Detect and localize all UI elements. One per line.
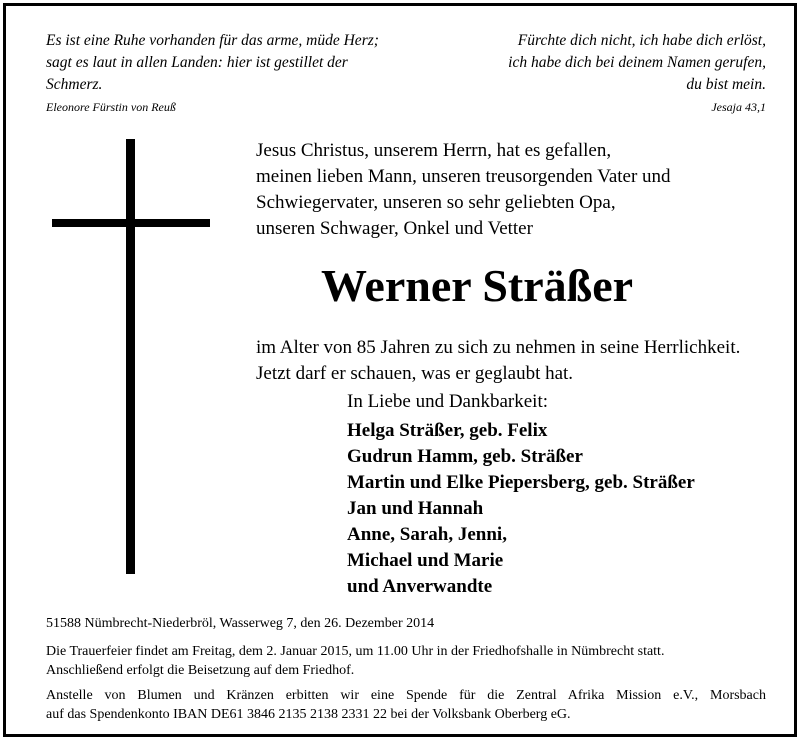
quote-right-line: du bist mein. [686,76,766,93]
quote-left-line: sagt es laut in allen Landen: hier ist gestillet der [46,54,348,71]
quote-right [406,30,766,96]
cross-vertical-beam [126,139,135,574]
quote-right-line: Fürchte dich nicht, ich habe dich erlöst, [517,32,766,49]
intro-line: Schwiegervater, unseren so sehr geliebten Opa, [256,192,616,213]
mourner: Jan und Hannah [347,498,484,519]
age-line: im Alter von 85 Jahren zu sich zu nehmen in seine Herrlichkeit. [256,337,741,358]
mourner: Anne, Sarah, Jenni, [347,524,507,545]
footer-place-date [46,614,766,633]
intro-text [256,138,671,242]
footer-service [46,642,766,680]
signoff: In Liebe und Dankbarkeit: [347,391,549,412]
service-line: Anschließend erfolgt die Beisetzung auf dem Friedhof. [46,663,355,678]
quote-left-attribution: Eleonore Fürstin von Reuß [46,100,176,114]
intro-line: unseren Schwager, Onkel und Vetter [256,218,533,239]
deceased-name: Werner Sträßer [320,260,634,311]
mourner: Martin und Elke Piepersberg, geb. Sträßer [347,472,695,493]
quote-right-line: ich habe dich bei deinem Namen gerufen, [508,54,766,71]
intro-line: meinen lieben Mann, unseren treusorgenden Vater und [256,166,671,187]
mourner: Helga Sträßer, geb. Felix [347,420,548,441]
mourner: Gudrun Hamm, geb. Sträßer [347,446,583,467]
mourner: Michael und Marie [347,550,504,571]
mourners-list [347,418,695,600]
age-line: Jetzt darf er schauen, was er geglaubt hat. [256,363,574,384]
donation-line: Anstelle von Blumen und Kränzen erbitten wir eine Spende für die Zentral Afrika Mission e.V., Morsbach [46,688,766,703]
obituary-notice [3,3,797,737]
mourner: und Anverwandte [347,576,493,597]
service-line: Die Trauerfeier findet am Freitag, dem 2. Januar 2015, um 11.00 Uhr in der Friedhofshalle in Nümbrecht statt. [46,644,665,659]
quote-left-line: Schmerz. [46,76,103,93]
quote-right-attribution: Jesaja 43,1 [711,100,766,114]
quote-left [46,30,446,96]
donation-line: auf das Spendenkonto IBAN DE61 3846 2135 2138 2331 22 bei der Volksbank Oberberg eG. [46,707,571,722]
quote-left-line: Es ist eine Ruhe vorhanden für das arme, müde Herz; [46,32,379,49]
intro-line: Jesus Christus, unserem Herrn, hat es gefallen, [256,140,612,161]
place-date-line: 51588 Nümbrecht-Niederbröl, Wasserweg 7, den 26. Dezember 2014 [46,616,435,631]
age-text [256,335,740,387]
cross-horizontal-beam [52,219,210,227]
footer-donation [46,686,766,724]
